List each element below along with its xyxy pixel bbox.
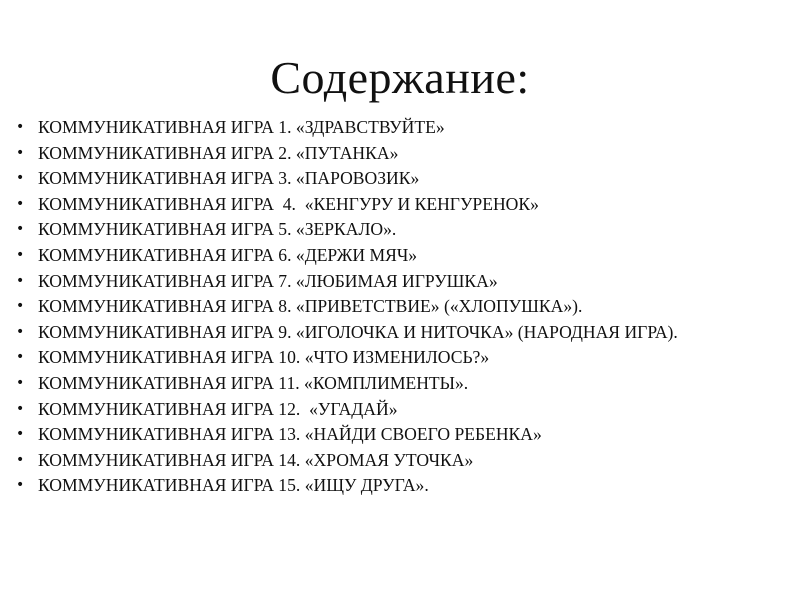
list-item-text: КОММУНИКАТИВНАЯ ИГРА 7. «ЛЮБИМАЯ ИГРУШКА»: [38, 270, 498, 291]
list-item: [16, 271, 786, 291]
bullet-icon: •: [16, 221, 25, 238]
list-item: [16, 424, 786, 444]
list-item-text: КОММУНИКАТИВНАЯ ИГРА 13. «НАЙДИ СВОЕГО РЕБЕНКА»: [38, 424, 542, 445]
list-item: [16, 475, 786, 495]
list-item: [16, 347, 786, 367]
list-item: [16, 245, 786, 265]
list-item: [16, 143, 786, 163]
bullet-icon: •: [16, 451, 25, 468]
list-item-text: КОММУНИКАТИВНАЯ ИГРА 14. «ХРОМАЯ УТОЧКА»: [38, 449, 474, 470]
list-item-text: КОММУНИКАТИВНАЯ ИГРА 3. «ПАРОВОЗИК»: [38, 168, 420, 189]
bullet-icon: •: [16, 323, 25, 340]
list-item: [16, 194, 786, 214]
list-item-text: КОММУНИКАТИВНАЯ ИГРА 6. «ДЕРЖИ МЯЧ»: [38, 244, 418, 265]
bullet-icon: •: [16, 349, 25, 366]
list-item-text: КОММУНИКАТИВНАЯ ИГРА 8. «ПРИВЕТСТВИЕ» («ХЛОПУШКА»).: [38, 296, 583, 317]
bullet-icon: •: [16, 170, 25, 187]
slide-title: Содержание:: [270, 52, 530, 103]
bullet-icon: •: [16, 400, 25, 417]
bullet-icon: •: [16, 426, 25, 443]
bullet-icon: •: [16, 144, 25, 161]
list-item: [16, 450, 786, 470]
bullet-icon: •: [16, 374, 25, 391]
bullet-icon: •: [16, 272, 25, 289]
bullet-icon: •: [16, 195, 25, 212]
list-item-text: КОММУНИКАТИВНАЯ ИГРА 4. «КЕНГУРУ И КЕНГУРЕНОК»: [38, 193, 539, 214]
list-item-text: КОММУНИКАТИВНАЯ ИГРА 2. «ПУТАНКА»: [38, 142, 399, 163]
list-item-text: КОММУНИКАТИВНАЯ ИГРА 12. «УГАДАЙ»: [38, 398, 398, 419]
list-item: [16, 219, 786, 239]
bullet-icon: •: [16, 298, 25, 315]
list-item-text: КОММУНИКАТИВНАЯ ИГРА 10. «ЧТО ИЗМЕНИЛОСЬ?»: [38, 347, 490, 368]
list-item-text: КОММУНИКАТИВНАЯ ИГРА 9. «ИГОЛОЧКА И НИТОЧКА» (НАРОДНАЯ ИГРА).: [38, 321, 678, 342]
list-item: [16, 296, 786, 316]
bullet-icon: •: [16, 119, 25, 135]
list-item-text: КОММУНИКАТИВНАЯ ИГРА 1. «ЗДРАВСТВУЙТЕ»: [38, 117, 445, 137]
list-item-text: КОММУНИКАТИВНАЯ ИГРА 15. «ИЩУ ДРУГА».: [38, 475, 429, 496]
bullet-icon: •: [16, 477, 25, 494]
list-item-text: КОММУНИКАТИВНАЯ ИГРА 11. «КОМПЛИМЕНТЫ».: [38, 372, 469, 393]
list-item: [16, 322, 786, 342]
list-item: [16, 373, 786, 393]
bullet-icon: •: [16, 246, 25, 263]
contents-list: [16, 117, 786, 501]
list-item: [16, 399, 786, 419]
list-item: [16, 168, 786, 188]
list-item-text: КОММУНИКАТИВНАЯ ИГРА 5. «ЗЕРКАЛО».: [38, 219, 397, 240]
list-item: [16, 117, 786, 137]
